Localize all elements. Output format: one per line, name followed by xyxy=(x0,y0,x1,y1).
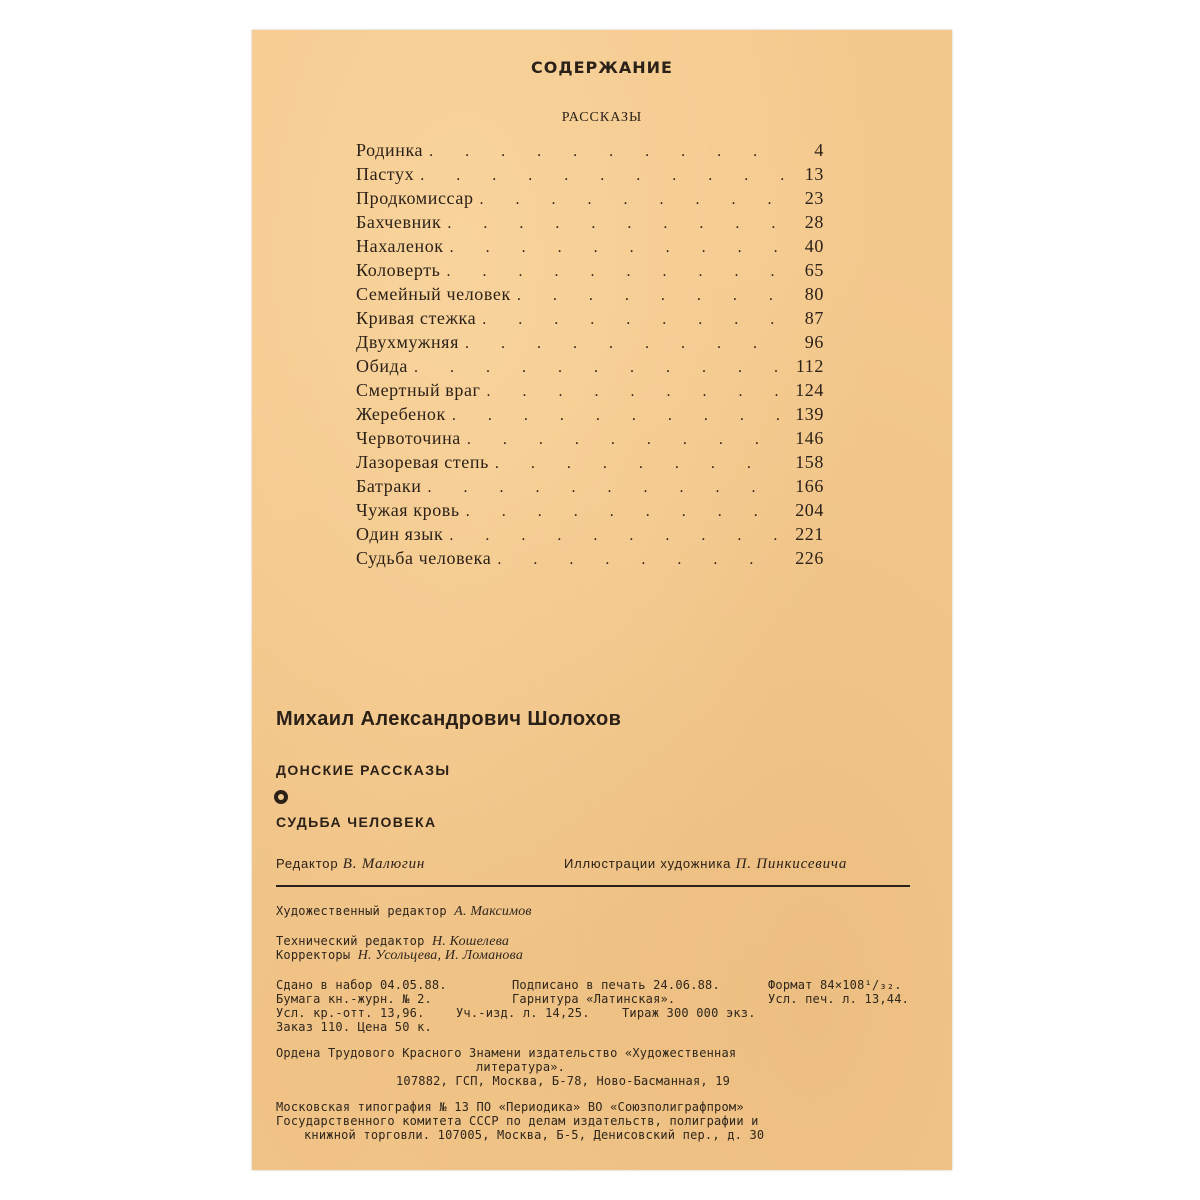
toc-leader-dots xyxy=(428,479,784,497)
printer-block xyxy=(276,1100,916,1142)
toc-entry-page: 65 xyxy=(804,260,824,280)
print-details-row-4 xyxy=(276,1020,916,1034)
book-page xyxy=(252,30,952,1170)
toc-entry-page: 87 xyxy=(804,308,824,328)
toc-entry-page: 28 xyxy=(804,212,824,232)
toc-entry-title: Смертный враг xyxy=(356,380,481,400)
illustrator-label: Иллюстрации художника xyxy=(564,856,732,871)
illustrator-name: П. Пинкисевича xyxy=(735,856,848,872)
art-editor-name: А. Максимов xyxy=(454,904,532,919)
toc-leader-dots xyxy=(467,431,784,449)
toc-leader-dots xyxy=(414,359,784,377)
toc-entry xyxy=(356,284,824,308)
tech-editor-line xyxy=(276,934,916,949)
book-title: ДОНСКИЕ РАССКАЗЫ xyxy=(276,762,451,778)
printer-line-3: книжной торговли. 107005, Москва, Б-5, Денисовский пер., д. 30 xyxy=(304,1128,765,1142)
print-details-row-1 xyxy=(276,978,916,992)
tech-editor-name: Н. Кошелева xyxy=(431,934,510,949)
print-details xyxy=(276,978,916,1034)
toc-entry-title: Бахчевник xyxy=(356,212,442,232)
toc-entry xyxy=(356,428,824,452)
proofreaders-names: Н. Усольцева, И. Ломанова xyxy=(357,948,524,963)
toc-entry-page: 13 xyxy=(804,164,824,184)
toc-entry-page: 4 xyxy=(814,140,824,160)
print-run: Тираж 300 000 экз. xyxy=(622,1006,756,1020)
toc-entry-title: Двухмужняя xyxy=(356,332,459,352)
toc-leader-dots xyxy=(449,527,784,545)
toc-leader-dots xyxy=(450,239,784,257)
typeset-date: Сдано в набор 04.05.88. xyxy=(276,978,447,992)
signed-date: Подписано в печать 24.06.88. xyxy=(512,978,720,992)
toc-leader-dots xyxy=(480,191,784,209)
author-name: Михаил Александрович Шолохов xyxy=(276,708,622,730)
toc-leader-dots xyxy=(465,335,784,353)
toc-entry xyxy=(356,380,824,404)
editor-credit xyxy=(276,856,425,873)
toc-leader-dots xyxy=(482,311,784,329)
toc-entry xyxy=(356,308,824,332)
toc-entry-title: Червоточина xyxy=(356,428,461,448)
toc-entry-title: Продкомиссар xyxy=(356,188,474,208)
illustrator-credit xyxy=(564,856,847,873)
proofreaders-label: Корректоры xyxy=(276,948,351,962)
toc-entry-title: Один язык xyxy=(356,524,444,544)
format: Формат 84×108¹/₃₂. xyxy=(768,978,902,992)
order-price: Заказ 110. Цена 50 к. xyxy=(276,1020,432,1034)
toc-entry xyxy=(356,356,824,380)
art-editor-label: Художественный редактор xyxy=(276,904,447,918)
publisher-line-1: Ордена Трудового Красного Знамени издательство «Художественная xyxy=(276,1046,737,1060)
paper: Бумага кн.-журн. № 2. xyxy=(276,992,432,1006)
toc-entry xyxy=(356,524,824,548)
toc-entry-title: Семейный человек xyxy=(356,284,511,304)
typeface: Гарнитура «Латинская». xyxy=(512,992,676,1006)
toc-entry xyxy=(356,164,824,188)
toc-entry-page: 23 xyxy=(804,188,824,208)
toc-entry-page: 124 xyxy=(795,380,824,400)
toc-entry-page: 166 xyxy=(795,476,824,496)
toc-entry xyxy=(356,140,824,164)
toc-entry-page: 221 xyxy=(795,524,824,544)
publisher-sheets: Уч.-изд. л. 14,25. xyxy=(456,1006,590,1020)
toc-leader-dots xyxy=(429,143,784,161)
toc-leader-dots xyxy=(495,455,784,473)
toc-entry xyxy=(356,188,824,212)
book-subtitle: СУДЬБА ЧЕЛОВЕКА xyxy=(276,814,437,830)
section-heading: РАССКАЗЫ xyxy=(561,110,643,125)
toc-leader-dots xyxy=(487,383,784,401)
toc-leader-dots xyxy=(466,503,784,521)
toc-entry-page: 226 xyxy=(795,548,824,568)
toc-entry-title: Чужая кровь xyxy=(356,500,460,520)
toc-entry-title: Лазоревая степь xyxy=(356,452,489,472)
toc-entry xyxy=(356,452,824,476)
toc-entry-page: 96 xyxy=(804,332,824,352)
publisher-address: 107882, ГСП, Москва, Б-78, Ново-Басманная, 19 xyxy=(396,1074,731,1088)
print-details-row-2 xyxy=(276,992,916,1006)
toc-entry-title: Родинка xyxy=(356,140,424,160)
toc-leader-dots xyxy=(452,407,784,425)
toc-entry-title: Обида xyxy=(356,356,408,376)
editor-name: В. Малюгин xyxy=(342,856,426,872)
toc-entry-page: 80 xyxy=(804,284,824,304)
toc-entry-page: 139 xyxy=(795,404,824,424)
toc-leader-dots xyxy=(420,167,784,185)
toc-entry-title: Пастух xyxy=(356,164,415,184)
toc-entry xyxy=(356,500,824,524)
toc-entry-page: 112 xyxy=(795,356,824,376)
toc-entry xyxy=(356,236,824,260)
toc-leader-dots xyxy=(517,287,784,305)
editor-label: Редактор xyxy=(276,856,339,871)
toc-entry xyxy=(356,476,824,500)
toc-entry-title: Судьба человека xyxy=(356,548,492,568)
toc-leader-dots xyxy=(446,263,784,281)
printer-line-1: Московская типография № 13 ПО «Периодика» ВО «Союзполиграфпром» xyxy=(276,1100,744,1114)
publisher-line-2: литература». xyxy=(476,1060,566,1074)
toc-leader-dots xyxy=(447,215,784,233)
toc-entry xyxy=(356,404,824,428)
toc-entry-page: 146 xyxy=(795,428,824,448)
contents-heading: СОДЕРЖАНИЕ xyxy=(531,58,673,77)
printer-line-2: Государственного комитета СССР по делам издательств, полиграфии и xyxy=(276,1114,759,1128)
toc-entry-title: Жеребенок xyxy=(356,404,446,424)
toc-entry-title: Батраки xyxy=(356,476,422,496)
toc-entry-title: Нахаленок xyxy=(356,236,444,256)
toc-entry-page: 204 xyxy=(795,500,824,520)
toc-entry-page: 40 xyxy=(804,236,824,256)
series-circle-icon xyxy=(274,790,288,804)
publisher-block xyxy=(276,1046,916,1088)
print-details-row-3 xyxy=(276,1006,916,1020)
toc-entry-title: Коловерть xyxy=(356,260,441,280)
print-sheets: Усл. печ. л. 13,44. xyxy=(768,992,910,1006)
toc-entry xyxy=(356,212,824,236)
proofreaders-line xyxy=(276,948,916,963)
table-of-contents xyxy=(356,140,824,572)
toc-entry xyxy=(356,332,824,356)
color-prints: Усл. кр.-отт. 13,96. xyxy=(276,1006,425,1020)
toc-entry xyxy=(356,260,824,284)
toc-entry-title: Кривая стежка xyxy=(356,308,477,328)
tech-editor-label: Технический редактор xyxy=(276,934,425,948)
toc-entry-page: 158 xyxy=(795,452,824,472)
divider-rule xyxy=(276,885,910,887)
toc-entry xyxy=(356,548,824,572)
toc-leader-dots xyxy=(497,551,784,569)
art-editor-line xyxy=(276,904,916,919)
